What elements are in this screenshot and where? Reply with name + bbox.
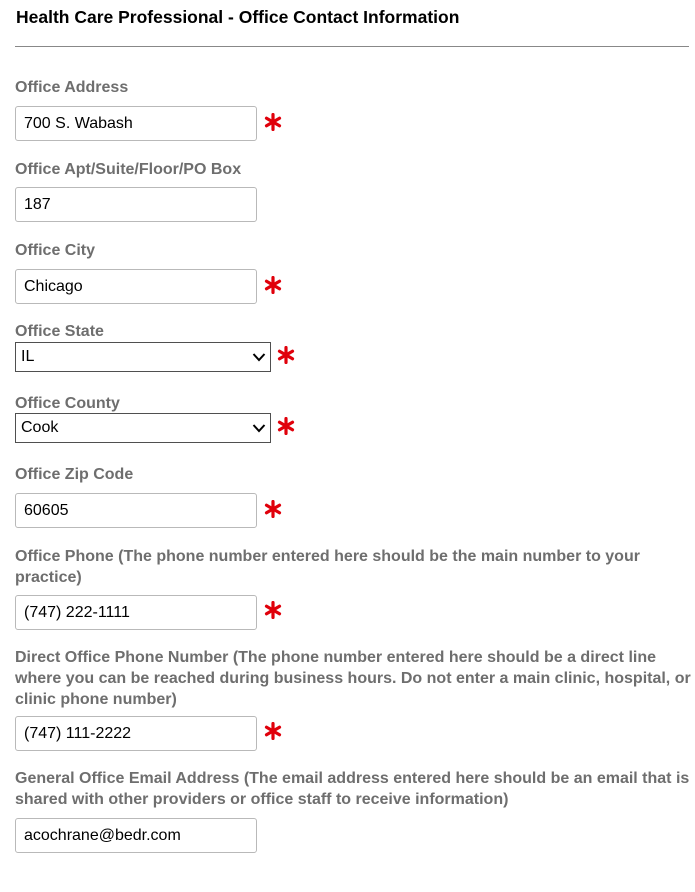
page-title: Health Care Professional - Office Contact Information xyxy=(16,7,460,27)
office-phone-input[interactable] xyxy=(15,595,257,630)
office-apt-input[interactable] xyxy=(15,187,257,222)
required-asterisk-icon xyxy=(264,276,282,294)
required-asterisk-icon xyxy=(277,346,295,364)
office-address-label: Office Address xyxy=(15,79,129,96)
chevron-down-icon xyxy=(252,351,266,363)
office-county-select[interactable] xyxy=(15,413,271,443)
office-apt-label: Office Apt/Suite/Floor/PO Box xyxy=(15,161,242,178)
office-zip-label: Office Zip Code xyxy=(15,466,134,483)
office-email-input[interactable] xyxy=(15,818,257,853)
office-address-input[interactable] xyxy=(15,106,257,141)
office-state-select[interactable] xyxy=(15,342,271,372)
office-phone-label: Office Phone (The phone number entered here should be the main number to your practice) xyxy=(15,548,640,586)
title-divider xyxy=(15,46,689,47)
direct-phone-label: Direct Office Phone Number (The phone number entered here should be a direct line where you can be reached during business hours. Do not enter a main clinic, hospital, or clinic phone number) xyxy=(15,649,691,708)
required-asterisk-icon xyxy=(277,417,295,435)
office-email-label: General Office Email Address (The email address entered here should be an email that is shared with other providers or office staff to receive information) xyxy=(15,770,690,808)
office-county-label: Office County xyxy=(15,395,120,412)
direct-phone-input[interactable] xyxy=(15,716,257,751)
required-asterisk-icon xyxy=(264,113,282,131)
required-asterisk-icon xyxy=(264,722,282,740)
required-asterisk-icon xyxy=(264,601,282,619)
office-city-input[interactable] xyxy=(15,269,257,304)
required-asterisk-icon xyxy=(264,500,282,518)
office-city-label: Office City xyxy=(15,242,96,259)
chevron-down-icon xyxy=(252,422,266,434)
office-state-label: Office State xyxy=(15,323,104,340)
office-county-value: Cook xyxy=(21,419,59,436)
office-state-value: IL xyxy=(21,348,35,365)
office-zip-input[interactable] xyxy=(15,493,257,528)
